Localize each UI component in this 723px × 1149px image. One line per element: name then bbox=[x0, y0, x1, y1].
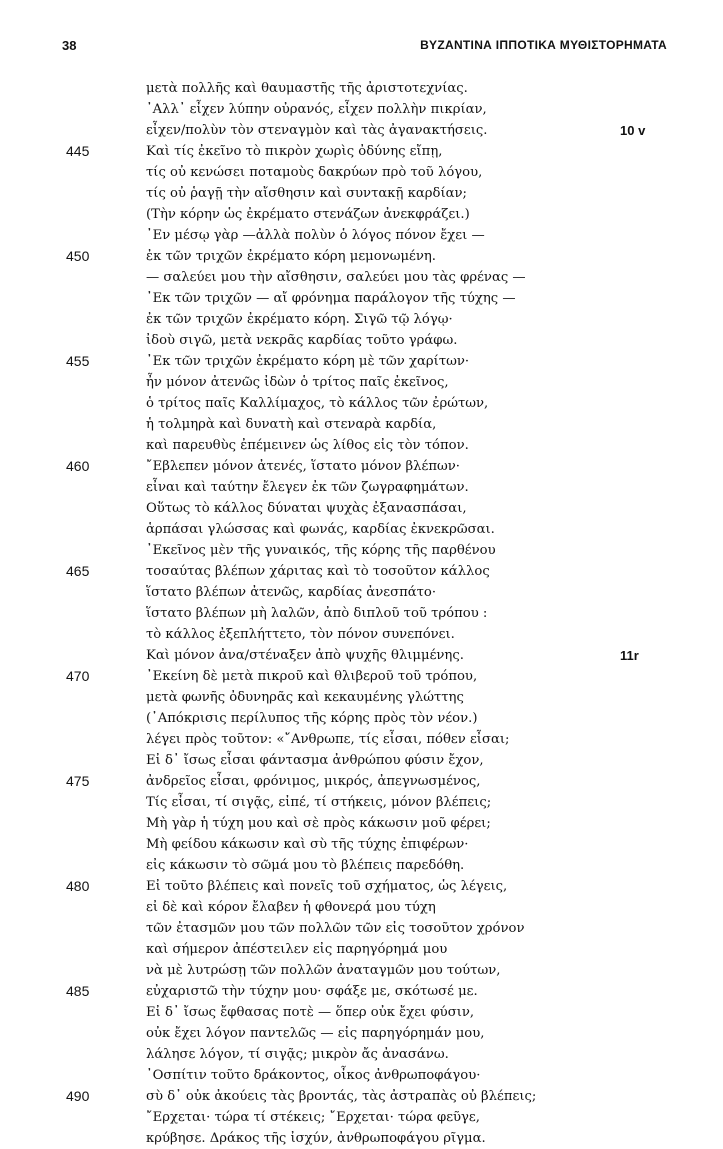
verse-text: Καὶ μόνον ἀνα/στέναξεν ἀπὸ ψυχῆς θλιμμένης. bbox=[146, 648, 464, 663]
verse-line bbox=[0, 456, 723, 477]
verse-line bbox=[0, 1128, 723, 1149]
verse-text: εἶχεν/πολὺν τὸν στεναγμὸν καὶ τὰς ἀγανακτήσεις. bbox=[146, 123, 488, 138]
verse-text: ἁρπάσαι γλώσσας καὶ φωνάς, καρδίας ἐκνεκρῶσαι. bbox=[146, 522, 495, 537]
verse-text: ὁ τρίτος παῖς Καλλίμαχος, τὸ κάλλος τῶν ἐρώτων, bbox=[146, 396, 489, 411]
line-number: 475 bbox=[66, 773, 90, 789]
verse-text: ἰδοὺ σιγῶ, μετὰ νεκρᾶς καρδίας τοῦτο γράφω. bbox=[146, 333, 458, 348]
verse-text: τίς οὐ ῥαγῇ τὴν αἴσθησιν καὶ συντακῇ καρδίαν; bbox=[146, 186, 467, 201]
verse-line bbox=[0, 834, 723, 855]
verse-line bbox=[0, 708, 723, 729]
verse-line bbox=[0, 771, 723, 792]
verse-line bbox=[0, 183, 723, 204]
verse-line bbox=[0, 330, 723, 351]
verse-line bbox=[0, 876, 723, 897]
verse-text: Μὴ γὰρ ἡ τύχη μου καὶ σὲ πρὸς κάκωσιν μοῦ φέρει; bbox=[146, 816, 491, 831]
verse-text: Εἰ τοῦτο βλέπεις καὶ πονεῖς τοῦ σχήματος, ὡς λέγεις, bbox=[146, 879, 508, 894]
verse-line bbox=[0, 603, 723, 624]
verse-line bbox=[0, 582, 723, 603]
verse-line bbox=[0, 246, 723, 267]
verse-text: μετὰ φωνῆς ὀδυνηρᾶς καὶ κεκαυμένης γλώττης bbox=[146, 690, 464, 705]
verse-text: Τίς εἶσαι, τί σιγᾷς, εἰπέ, τί στήκεις, μόνον βλέπεις; bbox=[146, 795, 492, 810]
verse-text: ᾿Εκ τῶν τριχῶν ἐκρέματο κόρη μὲ τῶν χαρίτων· bbox=[146, 354, 470, 369]
verse-text: ᾿Οσπίτιν τοῦτο δράκοντος, οἶκος ἀνθρωποφάγου· bbox=[146, 1068, 481, 1083]
line-number: 480 bbox=[66, 878, 90, 894]
verse-text: ἡ τολμηρὰ καὶ δυνατὴ καὶ στεναρὰ καρδία, bbox=[146, 417, 437, 432]
verse-line bbox=[0, 918, 723, 939]
verse-line bbox=[0, 393, 723, 414]
verse-line bbox=[0, 204, 723, 225]
line-number: 445 bbox=[66, 143, 90, 159]
verse-text: Εἰ δ᾿ ἴσως εἶσαι φάντασμα ἀνθρώπου φύσιν ἔχον, bbox=[146, 753, 484, 768]
verse-line bbox=[0, 78, 723, 99]
verse-line bbox=[0, 813, 723, 834]
verse-line bbox=[0, 897, 723, 918]
verse-line bbox=[0, 435, 723, 456]
verse-line bbox=[0, 1065, 723, 1086]
verse-text: ᾿Αλλ᾿ εἶχεν λύπην οὐρανός, εἶχεν πολλὴν πικρίαν, bbox=[146, 102, 487, 117]
verse-text: ᾿Εν μέσῳ γὰρ —ἀλλὰ πολὺν ὁ λόγος πόνον ἔχει — bbox=[146, 228, 485, 243]
line-number: 455 bbox=[66, 353, 90, 369]
verse-text: μετὰ πολλῆς καὶ θαυμαστῆς τῆς ἀριστοτεχνίας. bbox=[146, 81, 468, 96]
verse-text: ᾿Εκεῖνος μὲν τῆς γυναικός, τῆς κόρης τῆς παρθένου bbox=[146, 543, 496, 558]
verse-line bbox=[0, 372, 723, 393]
poem-text bbox=[0, 78, 723, 1149]
line-number: 485 bbox=[66, 983, 90, 999]
line-number: 490 bbox=[66, 1088, 90, 1104]
verse-text: οὐκ ἔχει λόγον παντελῶς — εἰς παρηγόρημάν μου, bbox=[146, 1026, 485, 1041]
verse-text: εἶναι καὶ ταύτην ἔλεγεν ἐκ τῶν ζωγραφημάτων. bbox=[146, 480, 469, 495]
verse-text: Οὕτως τὸ κάλλος δύναται ψυχὰς ἐξανασπάσαι, bbox=[146, 501, 467, 516]
verse-text: τοσαύτας βλέπων χάριτας καὶ τὸ τοσοῦτον κάλλος bbox=[146, 564, 490, 579]
verse-line bbox=[0, 645, 723, 666]
verse-line bbox=[0, 729, 723, 750]
verse-line bbox=[0, 1107, 723, 1128]
verse-line bbox=[0, 960, 723, 981]
line-number: 450 bbox=[66, 248, 90, 264]
verse-line bbox=[0, 309, 723, 330]
verse-line bbox=[0, 687, 723, 708]
verse-line bbox=[0, 750, 723, 771]
verse-text: ῎Ερχεται· τώρα τί στέκεις; ῎Ερχεται· τώρα φεῦγε, bbox=[146, 1110, 480, 1125]
verse-text: ἀνδρεῖος εἶσαι, φρόνιμος, μικρός, ἀπεγνωσμένος, bbox=[146, 774, 481, 789]
verse-text: Μὴ φείδου κάκωσιν καὶ σὺ τῆς τύχης ἐπιφέρων· bbox=[146, 837, 469, 852]
verse-line bbox=[0, 162, 723, 183]
verse-text: λάλησε λόγον, τί σιγᾷς; μικρὸν ἄς ἀνασάνω. bbox=[146, 1047, 449, 1062]
folio-marker: 11r bbox=[620, 648, 639, 663]
verse-text: ᾿Εκ τῶν τριχῶν — αἴ φρόνημα παράλογον τῆς τύχης — bbox=[146, 291, 516, 306]
verse-line bbox=[0, 1044, 723, 1065]
verse-text: τίς οὐ κενώσει ποταμοὺς δακρύων πρὸ τοῦ λόγου, bbox=[146, 165, 483, 180]
verse-text: ῎Εβλεπεν μόνον ἀτενές, ἵστατο μόνον βλέπων· bbox=[146, 459, 460, 474]
verse-text: τὸ κάλλος ἐξεπλήττετο, τὸν πόνον συνεπόνει. bbox=[146, 627, 455, 642]
verse-text: Καὶ τίς ἐκεῖνο τὸ πικρὸν χωρὶς ὀδύνης εἴπῃ, bbox=[146, 144, 443, 159]
verse-text: νὰ μὲ λυτρώσῃ τῶν πολλῶν ἀναταγμῶν μου τούτων, bbox=[146, 963, 501, 978]
line-number: 465 bbox=[66, 563, 90, 579]
verse-text: ἐκ τῶν τριχῶν ἐκρέματο κόρη. Σιγῶ τῷ λόγῳ· bbox=[146, 312, 453, 327]
verse-text: (Τὴν κόρην ὡς ἐκρέματο στενάζων ἀνεκφράζει.) bbox=[146, 207, 470, 222]
verse-text: ἐκ τῶν τριχῶν ἐκρέματο κόρη μεμονωμένη. bbox=[146, 249, 436, 264]
line-number: 460 bbox=[66, 458, 90, 474]
verse-line bbox=[0, 540, 723, 561]
verse-line bbox=[0, 225, 723, 246]
verse-line bbox=[0, 120, 723, 141]
verse-text: λέγει πρὸς τοῦτον: «῎Ανθρωπε, τίς εἶσαι, πόθεν εἶσαι; bbox=[146, 732, 510, 747]
verse-line bbox=[0, 414, 723, 435]
verse-text: εἰ δὲ καὶ κόρον ἔλαβεν ἡ φθονερά μου τύχη bbox=[146, 900, 436, 915]
verse-line bbox=[0, 99, 723, 120]
line-number: 470 bbox=[66, 668, 90, 684]
verse-text: καὶ σήμερον ἀπέστειλεν εἰς παρηγόρημά μου bbox=[146, 942, 448, 957]
verse-line bbox=[0, 792, 723, 813]
verse-text: (᾿Απόκρισις περίλυπος τῆς κόρης πρὸς τὸν νέον.) bbox=[146, 711, 478, 726]
verse-line bbox=[0, 981, 723, 1002]
verse-text: ἦν μόνον ἀτενῶς ἰδὼν ὁ τρίτος παῖς ἐκεῖνος, bbox=[146, 375, 449, 390]
verse-line bbox=[0, 267, 723, 288]
verse-text: ἵστατο βλέπων ἀτενῶς, καρδίας ἀνεσπάτο· bbox=[146, 585, 437, 600]
verse-line bbox=[0, 666, 723, 687]
verse-line bbox=[0, 855, 723, 876]
verse-text: σὺ δ᾿ οὐκ ἀκούεις τὰς βροντάς, τὰς ἀστραπὰς οὐ βλέπεις; bbox=[146, 1089, 537, 1104]
verse-text: καὶ παρευθὺς ἐπέμεινεν ὡς λίθος εἰς τὸν τόπον. bbox=[146, 438, 469, 453]
verse-line bbox=[0, 1086, 723, 1107]
running-head: ΒΥΖΑΝΤΙΝΑ ΙΠΠΟΤΙΚΑ ΜΥΘΙΣΤΟΡΗΜΑΤΑ bbox=[420, 38, 667, 52]
page-number: 38 bbox=[62, 38, 77, 53]
verse-text: κρύβησε. Δράκος τῆς ἰσχύν, ἀνθρωποφάγου ρῖγμα. bbox=[146, 1131, 486, 1146]
folio-marker: 10 v bbox=[620, 123, 646, 138]
verse-text: εὐχαριστῶ τὴν τύχην μου· σφάξε με, σκότωσέ με. bbox=[146, 984, 478, 999]
verse-line bbox=[0, 141, 723, 162]
verse-line bbox=[0, 561, 723, 582]
verse-text: τῶν ἐτασμῶν μου τῶν πολλῶν τῶν εἰς τοσοῦτον χρόνον bbox=[146, 921, 525, 936]
verse-line bbox=[0, 1023, 723, 1044]
verse-line bbox=[0, 624, 723, 645]
verse-text: — σαλεύει μου τὴν αἴσθησιν, σαλεύει μου τὰς φρένας — bbox=[146, 270, 526, 285]
verse-text: ἵστατο βλέπων μὴ λαλῶν, ἀπὸ διπλοῦ τοῦ τρόπου : bbox=[146, 606, 488, 621]
verse-line bbox=[0, 1002, 723, 1023]
verse-line bbox=[0, 288, 723, 309]
verse-line bbox=[0, 477, 723, 498]
verse-line bbox=[0, 351, 723, 372]
verse-text: ᾿Εκείνη δὲ μετὰ πικροῦ καὶ θλιβεροῦ τοῦ τρόπου, bbox=[146, 669, 478, 684]
verse-line bbox=[0, 519, 723, 540]
verse-line bbox=[0, 939, 723, 960]
verse-text: εἰς κάκωσιν τὸ σῶμά μου τὸ βλέπεις παρεδόθη. bbox=[146, 858, 465, 873]
verse-line bbox=[0, 498, 723, 519]
verse-text: Εἰ δ᾿ ἴσως ἔφθασας ποτὲ — ὅπερ οὐκ ἔχει φύσιν, bbox=[146, 1005, 475, 1020]
